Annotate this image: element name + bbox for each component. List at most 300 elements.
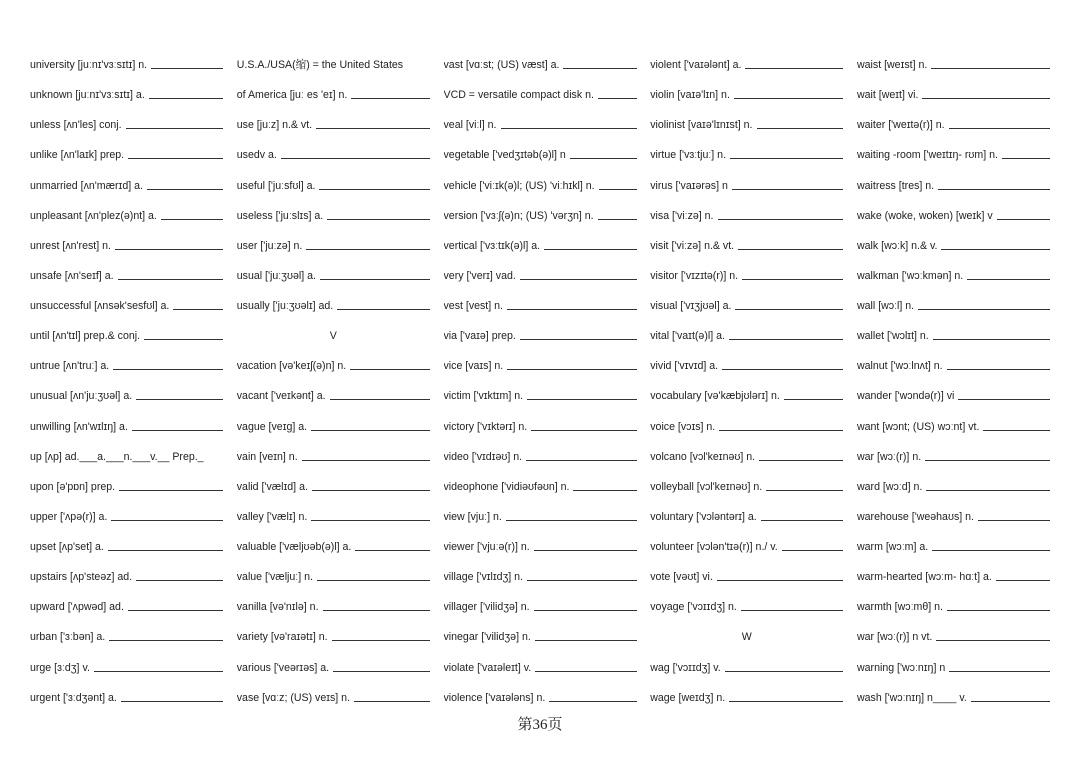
entry-text: upward ['ʌpwəd] ad. xyxy=(30,601,124,614)
vocab-entry xyxy=(650,420,843,434)
entry-text: vanilla [və'nɪlə] n. xyxy=(236,601,319,614)
answer-blank xyxy=(941,249,1050,250)
entry-text: until [ʌn'tɪl] prep.& conj. xyxy=(30,330,141,343)
answer-blank xyxy=(161,219,223,220)
answer-blank xyxy=(725,671,844,672)
vocab-entry xyxy=(857,691,1050,705)
vocab-entry xyxy=(444,540,637,554)
entry-text: voyage ['vɔɪɪdʒ] n. xyxy=(650,601,737,614)
answer-blank xyxy=(350,369,430,370)
answer-blank xyxy=(729,701,843,702)
vocab-entry xyxy=(857,239,1050,253)
vocab-entry xyxy=(650,299,843,313)
entry-text: value ['væljuː] n. xyxy=(236,571,313,584)
entry-text: unrest [ʌn'rest] n. xyxy=(30,239,111,252)
vocab-entry xyxy=(444,329,637,343)
entry-text: VCD = versatile compact disk n. xyxy=(443,89,594,102)
vocab-entry xyxy=(650,58,843,72)
answer-blank xyxy=(738,249,843,250)
vocab-entry xyxy=(30,691,223,705)
vocab-entry xyxy=(650,570,843,584)
vocab-entry xyxy=(237,450,430,464)
answer-blank xyxy=(729,339,843,340)
answer-blank xyxy=(983,430,1050,431)
answer-blank xyxy=(534,610,637,611)
vocab-entry xyxy=(650,148,843,162)
vocab-entry xyxy=(650,450,843,464)
entry-text: vote [vəʊt] vi. xyxy=(650,571,713,584)
vocab-entry xyxy=(237,148,430,162)
answer-blank xyxy=(766,490,843,491)
vocab-entry xyxy=(857,58,1050,72)
entry-text: unknown [juːnɪ'vɜːsɪtɪ] a. xyxy=(30,89,145,102)
vocab-entry xyxy=(30,661,223,675)
vocab-entry xyxy=(237,540,430,554)
entry-text: vertical ['vɜːtɪk(ə)l] a. xyxy=(443,239,541,252)
answer-blank xyxy=(173,309,223,310)
entry-text: visit ['viːzə] n.& vt. xyxy=(650,239,735,252)
answer-blank xyxy=(109,640,223,641)
entry-text: warm-hearted [wɔːm- hɑːt] a. xyxy=(857,571,992,584)
entry-text: vacant ['veɪkənt] a. xyxy=(236,390,326,403)
answer-blank xyxy=(926,490,1050,491)
answer-blank xyxy=(507,309,637,310)
vocab-entry xyxy=(857,329,1050,343)
answer-blank xyxy=(520,279,637,280)
answer-blank xyxy=(337,309,430,310)
vocab-entry xyxy=(444,148,637,162)
answer-blank xyxy=(535,671,636,672)
entry-text: useless ['juːslɪs] a. xyxy=(236,209,324,222)
entry-text: village ['vɪlɪdʒ] n. xyxy=(443,571,524,584)
answer-blank xyxy=(949,128,1050,129)
answer-blank xyxy=(113,369,223,370)
answer-blank xyxy=(319,189,429,190)
entry-text: waiting -room ['weɪtɪŋ- rʊm] n. xyxy=(857,149,998,162)
vocab-entry xyxy=(650,540,843,554)
vocab-entry xyxy=(857,510,1050,524)
vocab-entry xyxy=(30,389,223,403)
entry-text: wash ['wɔːnɪŋ] n____ v. xyxy=(857,691,967,704)
entry-text: unmarried [ʌn'mærɪd] a. xyxy=(30,179,143,192)
entry-text: volunteer [vɔlən'tɪə(r)] n./ v. xyxy=(650,541,778,553)
answer-blank xyxy=(527,399,636,400)
vocab-entry xyxy=(30,269,223,283)
answer-blank xyxy=(936,640,1050,641)
vocab-entry xyxy=(444,450,637,464)
section-letter-heading xyxy=(237,329,430,343)
entry-text: warning ['wɔːnɪŋ] n xyxy=(857,661,946,674)
answer-blank xyxy=(147,189,223,190)
answer-blank xyxy=(997,219,1050,220)
entry-text: upstairs [ʌp'steəz] ad. xyxy=(30,571,133,584)
answer-blank xyxy=(759,460,843,461)
answer-blank xyxy=(931,68,1050,69)
section-letter: V xyxy=(329,330,337,343)
entry-text: vague [veɪg] a. xyxy=(236,420,308,433)
vocab-entry xyxy=(30,630,223,644)
vocab-entry xyxy=(444,389,637,403)
answer-blank xyxy=(922,98,1050,99)
vocab-entry xyxy=(650,510,843,524)
answer-blank xyxy=(741,610,843,611)
answer-blank xyxy=(782,550,844,551)
answer-blank xyxy=(520,339,637,340)
entry-text: valid ['vælɪd] a. xyxy=(236,480,308,493)
answer-blank xyxy=(947,369,1050,370)
vocab-entry xyxy=(857,118,1050,132)
answer-blank xyxy=(996,580,1050,581)
vocab-entry xyxy=(444,630,637,644)
answer-blank xyxy=(149,98,223,99)
answer-blank xyxy=(734,98,843,99)
vocab-entry xyxy=(857,269,1050,283)
entry-text: volleyball [vɔl'keɪnəʊ] n. xyxy=(650,480,763,493)
answer-blank xyxy=(317,580,430,581)
vocab-entry xyxy=(444,570,637,584)
entry-text: wage [weɪdʒ] n. xyxy=(650,691,726,704)
answer-blank xyxy=(757,128,844,129)
vocab-entry xyxy=(237,389,430,403)
entry-text: voluntary ['vɔləntərɪ] a. xyxy=(650,510,757,523)
vocab-entry xyxy=(237,88,430,102)
vocab-entry xyxy=(444,480,637,494)
vocab-entry xyxy=(650,329,843,343)
entry-text: unless [ʌn'les] conj. xyxy=(30,119,122,132)
entry-text: warm [wɔːm] a. xyxy=(857,541,929,553)
entry-text: upper ['ʌpə(r)] a. xyxy=(30,510,108,523)
vocab-entry xyxy=(237,600,430,614)
entry-text: of America [juː es 'eɪ] n. xyxy=(236,89,348,102)
entry-text: wake (woke, woken) [weɪk] v xyxy=(857,209,993,222)
vocab-entry xyxy=(857,359,1050,373)
entry-text: wag ['vɔɪɪdʒ] v. xyxy=(650,661,721,674)
answer-blank xyxy=(967,279,1050,280)
answer-blank xyxy=(745,68,843,69)
answer-blank xyxy=(311,430,430,431)
vocab-entry xyxy=(30,148,223,162)
vocab-entry xyxy=(857,299,1050,313)
answer-blank xyxy=(947,610,1050,611)
answer-blank xyxy=(722,369,843,370)
answer-blank xyxy=(332,640,430,641)
answer-blank xyxy=(121,701,223,702)
answer-blank xyxy=(718,219,844,220)
answer-blank xyxy=(531,430,636,431)
answer-blank xyxy=(351,98,429,99)
entry-text: vase [vɑːz; (US) veɪs] n. xyxy=(236,691,351,704)
vocab-entry xyxy=(237,58,430,72)
entry-text: unlike [ʌn'laɪk] prep. xyxy=(30,149,125,162)
entry-text: viewer ['vjuːə(r)] n. xyxy=(443,541,530,553)
entry-text: vinegar ['vilidʒə] n. xyxy=(443,631,531,644)
answer-blank xyxy=(599,189,637,190)
answer-blank xyxy=(151,68,223,69)
entry-text: vivid ['vɪvɪd] a. xyxy=(650,360,719,373)
answer-blank xyxy=(918,309,1050,310)
answer-blank xyxy=(333,671,430,672)
entry-text: valuable ['væljʊəb(ə)l] a. xyxy=(236,541,352,553)
vocab-entry xyxy=(857,600,1050,614)
answer-blank xyxy=(742,279,843,280)
vocab-entry xyxy=(237,510,430,524)
vocab-entry xyxy=(650,269,843,283)
entry-text: urban ['ɜːbən] a. xyxy=(30,631,106,644)
vocab-entry xyxy=(237,299,430,313)
vocab-entry xyxy=(30,510,223,524)
entry-text: videophone ['vidiəʊfəʊn] n. xyxy=(443,480,570,493)
answer-blank xyxy=(978,520,1050,521)
entry-text: vain [veɪn] n. xyxy=(236,450,298,463)
answer-blank xyxy=(108,550,223,551)
answer-blank xyxy=(316,128,430,129)
answer-blank xyxy=(732,189,843,190)
section-letter: W xyxy=(741,631,752,644)
vocab-entry xyxy=(857,661,1050,675)
answer-blank xyxy=(144,339,223,340)
vocab-entry xyxy=(857,540,1050,554)
answer-blank xyxy=(136,580,223,581)
entry-text: wallet ['wɔlɪt] n. xyxy=(857,330,929,343)
entry-text: vital ['vaɪt(ə)l] a. xyxy=(650,330,725,343)
vocab-entry xyxy=(857,630,1050,644)
answer-blank xyxy=(527,580,636,581)
answer-blank xyxy=(534,550,637,551)
entry-text: visa ['viːzə] n. xyxy=(650,209,714,222)
vocab-entry xyxy=(30,299,223,313)
vocab-entry xyxy=(650,480,843,494)
answer-blank xyxy=(330,399,430,400)
answer-blank xyxy=(119,490,223,491)
answer-blank xyxy=(128,610,223,611)
vocab-entry xyxy=(30,359,223,373)
entry-text: waitress [tres] n. xyxy=(857,179,935,192)
answer-blank xyxy=(132,430,223,431)
answer-blank xyxy=(306,249,429,250)
answer-blank xyxy=(118,279,223,280)
vocab-entry xyxy=(30,239,223,253)
vocab-entry xyxy=(237,359,430,373)
vocab-entry xyxy=(650,179,843,193)
entry-text: upon [ə'pɒn] prep. xyxy=(30,480,116,493)
entry-text: vast [vɑːst; (US) væst] a. xyxy=(443,59,560,71)
vocab-entry xyxy=(857,209,1050,223)
vocab-entry xyxy=(444,600,637,614)
entry-text: video ['vɪdɪəʊ] n. xyxy=(443,450,523,463)
entry-text: walkman ['wɔːkmən] n. xyxy=(857,269,964,282)
entry-text: waiter ['weɪtə(r)] n. xyxy=(857,119,945,132)
answer-blank xyxy=(506,520,637,521)
entry-text: victory ['vɪktərɪ] n. xyxy=(443,420,528,433)
entry-text: unpleasant [ʌn'plez(ə)nt] a. xyxy=(30,209,157,222)
answer-blank xyxy=(327,219,430,220)
answer-blank xyxy=(281,158,430,159)
entry-text: victim ['vɪktɪm] n. xyxy=(443,390,524,403)
answer-blank xyxy=(735,309,843,310)
entry-text: usual ['juːʒʊəl] a. xyxy=(236,269,316,282)
answer-blank xyxy=(925,460,1050,461)
vocab-entry xyxy=(857,480,1050,494)
entry-text: walnut ['wɔːlnʌt] n. xyxy=(857,360,943,373)
vocab-entry xyxy=(237,269,430,283)
vocab-entry xyxy=(30,450,223,464)
answer-blank xyxy=(563,68,636,69)
entry-text: U.S.A./USA(缩) = the United States xyxy=(236,59,404,71)
answer-blank xyxy=(94,671,223,672)
entry-text: urgent ['ɜːdʒənt] a. xyxy=(30,691,117,704)
answer-blank xyxy=(501,128,637,129)
entry-text: villager ['vilidʒə] n. xyxy=(443,601,530,614)
entry-text: volcano [vɔl'keɪnəʊ] n. xyxy=(650,450,756,463)
answer-blank xyxy=(933,339,1050,340)
entry-text: violate ['vaɪəleɪt] v. xyxy=(443,661,532,674)
vocab-entry xyxy=(857,389,1050,403)
section-letter-heading xyxy=(650,630,843,644)
vocab-entry xyxy=(444,179,637,193)
entry-text: usually ['juːʒʊəlɪ] ad. xyxy=(236,300,334,312)
vocab-entry xyxy=(30,209,223,223)
vocab-entry xyxy=(237,630,430,644)
vocab-entry xyxy=(650,118,843,132)
vocab-entry xyxy=(30,540,223,554)
vocab-entry xyxy=(650,691,843,705)
answer-blank xyxy=(302,460,430,461)
vocab-entry xyxy=(650,239,843,253)
vocab-entry xyxy=(237,420,430,434)
vocab-entry xyxy=(444,239,637,253)
entry-text: vehicle ['viːɪk(ə)l; (US) 'viːhɪkl] n. xyxy=(443,179,595,192)
vocab-entry xyxy=(650,661,843,675)
entry-text: use [juːz] n.& vt. xyxy=(236,119,313,132)
entry-text: vegetable ['vedʒɪtəb(ə)l] n xyxy=(443,149,566,162)
entry-text: vice [vaɪs] n. xyxy=(443,360,504,373)
entry-text: violence ['vaɪələns] n. xyxy=(443,691,546,704)
answer-blank xyxy=(932,550,1050,551)
vocab-entry xyxy=(237,691,430,705)
vocab-entry xyxy=(444,118,637,132)
vocab-entry xyxy=(444,691,637,705)
vocab-entry xyxy=(444,359,637,373)
vocab-entry xyxy=(444,420,637,434)
answer-blank xyxy=(323,610,430,611)
answer-blank xyxy=(1002,158,1050,159)
entry-text: ward [wɔːd] n. xyxy=(857,480,923,493)
entry-text: variety [və'raɪətɪ] n. xyxy=(236,631,328,644)
answer-blank xyxy=(312,490,430,491)
entry-text: up [ʌp] ad.___a.___n.___v.__ Prep._ xyxy=(30,450,204,463)
entry-text: veal [viːl] n. xyxy=(443,119,497,132)
entry-text: violent ['vaɪələnt] a. xyxy=(650,59,742,71)
answer-blank xyxy=(717,580,843,581)
entry-text: urge [ɜːdʒ] v. xyxy=(30,661,90,674)
vocab-entry xyxy=(444,269,637,283)
entry-text: university [juːnɪ'vɜːsɪtɪ] n. xyxy=(30,59,148,71)
vocab-entry xyxy=(650,389,843,403)
entry-text: violinist [vaɪə'lɪnɪst] n. xyxy=(650,119,753,132)
entry-text: violin [vaɪə'lɪn] n. xyxy=(650,89,730,102)
entry-text: warmth [wɔːmθ] n. xyxy=(857,601,943,614)
entry-text: wait [weɪt] vi. xyxy=(857,89,919,102)
entry-text: war [wɔː(r)] n. xyxy=(857,450,922,463)
answer-blank xyxy=(971,701,1050,702)
answer-blank xyxy=(958,399,1050,400)
vocab-entry xyxy=(857,179,1050,193)
answer-blank xyxy=(544,249,636,250)
answer-blank xyxy=(535,640,637,641)
vocab-entry xyxy=(30,118,223,132)
entry-text: untrue [ʌn'truː] a. xyxy=(30,360,110,373)
answer-blank xyxy=(128,158,223,159)
vocab-entry xyxy=(444,88,637,102)
entry-text: vest [vest] n. xyxy=(443,300,503,312)
answer-blank xyxy=(573,490,636,491)
entry-text: usedv a. xyxy=(236,149,277,162)
answer-blank xyxy=(355,550,429,551)
entry-text: virus ['vaɪərəs] n xyxy=(650,179,728,192)
answer-blank xyxy=(507,369,636,370)
entry-text: useful ['juːsfʊl] a. xyxy=(236,179,316,192)
vocab-entry xyxy=(857,148,1050,162)
entry-text: walk [wɔːk] n.& v. xyxy=(857,239,938,252)
vocab-entry xyxy=(237,661,430,675)
answer-blank xyxy=(126,128,223,129)
entry-text: want [wɔnt; (US) wɔːnt] vt. xyxy=(857,420,980,433)
entry-text: unusual [ʌn'juːʒʊəl] a. xyxy=(30,390,133,403)
entry-text: wall [wɔːl] n. xyxy=(857,300,915,312)
vocab-entry xyxy=(650,209,843,223)
vocab-entry xyxy=(30,329,223,343)
vocab-entry xyxy=(237,480,430,494)
vocab-entry xyxy=(237,209,430,223)
answer-blank xyxy=(136,399,223,400)
answer-blank xyxy=(115,249,223,250)
vocab-entry xyxy=(444,58,637,72)
answer-blank xyxy=(570,158,637,159)
entry-text: various ['veərɪəs] a. xyxy=(236,661,330,674)
vocab-entry xyxy=(30,58,223,72)
vocab-entry xyxy=(650,600,843,614)
vocab-entry xyxy=(857,450,1050,464)
vocab-entry xyxy=(237,179,430,193)
entry-text: via ['vaɪə] prep. xyxy=(443,330,516,343)
entry-text: user ['juːzə] n. xyxy=(236,239,303,252)
entry-text: vocabulary [və'kæbjʊlərɪ] n. xyxy=(650,390,780,403)
vocabulary-grid xyxy=(30,58,1050,721)
vocab-entry xyxy=(30,179,223,193)
vocab-entry xyxy=(857,88,1050,102)
entry-text: upset [ʌp'set] a. xyxy=(30,541,104,553)
answer-blank xyxy=(598,98,637,99)
vocab-entry xyxy=(30,570,223,584)
vocab-entry xyxy=(857,420,1050,434)
entry-text: warehouse ['weəhaʊs] n. xyxy=(857,510,974,523)
vocab-entry xyxy=(30,88,223,102)
answer-blank xyxy=(111,520,223,521)
entry-text: vacation [və'keɪʃ(ə)n] n. xyxy=(236,360,347,373)
entry-text: waist [weɪst] n. xyxy=(857,59,928,71)
entry-text: unsuccessful [ʌnsək'sesfʊl] a. xyxy=(30,300,170,312)
vocab-entry xyxy=(444,661,637,675)
answer-blank xyxy=(549,701,636,702)
answer-blank xyxy=(949,671,1050,672)
answer-blank xyxy=(526,460,636,461)
vocab-entry xyxy=(237,118,430,132)
answer-blank xyxy=(311,520,429,521)
entry-text: voice [vɔɪs] n. xyxy=(650,420,716,433)
answer-blank xyxy=(730,158,843,159)
entry-text: visitor ['vɪzɪtə(r)] n. xyxy=(650,269,739,282)
entry-text: visual ['vɪʒjʊəl] a. xyxy=(650,300,732,312)
